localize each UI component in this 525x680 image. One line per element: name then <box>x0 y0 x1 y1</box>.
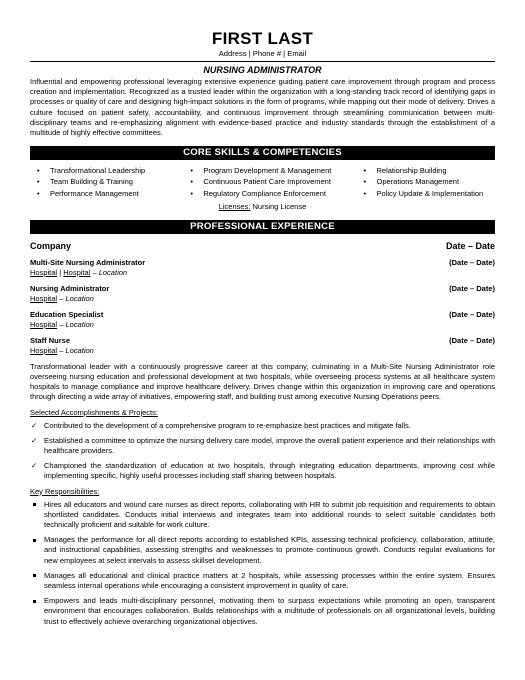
accomplishments-heading: Selected Accomplishments & Projects: <box>30 407 158 417</box>
job-dates: (Date – Date) <box>449 335 495 345</box>
skills-grid <box>30 165 495 199</box>
professional-experience-heading: PROFESSIONAL EXPERIENCE <box>30 220 495 234</box>
job-title-row <box>30 284 495 294</box>
skills-column-1 <box>30 165 183 199</box>
skill-item: • Team Building & Training <box>30 176 183 187</box>
job-organization <box>30 320 495 330</box>
licenses-line <box>30 202 495 212</box>
responsibility-item <box>30 535 495 566</box>
job-entry <box>30 258 495 278</box>
org-location: Location <box>65 345 94 355</box>
checkmark-icon: ✓ <box>31 461 38 471</box>
job-title: Nursing Administrator <box>30 283 110 293</box>
accomplishments-list <box>30 421 495 482</box>
square-bullet-icon <box>33 539 36 542</box>
square-bullet-icon <box>33 600 36 603</box>
job-entry <box>30 310 495 330</box>
org-name: Hospital <box>30 345 58 355</box>
accomplishment-text: Established a committee to optimize the nursing delivery care model, improve the overall patient experience and their relationships with healthcare providers. <box>44 435 495 456</box>
org-dash: – <box>92 267 97 277</box>
org-separator: | <box>59 267 62 277</box>
accomplishment-item <box>30 461 495 481</box>
responsibilities-heading: Key Responsibilities: <box>30 486 100 496</box>
skill-item: • Operations Management <box>356 176 495 187</box>
job-title: Multi-Site Nursing Administrator <box>30 257 146 267</box>
responsibility-item <box>30 571 495 591</box>
job-organization <box>30 268 495 278</box>
job-dates: (Date – Date) <box>449 283 495 293</box>
org-location: Location <box>65 319 94 329</box>
responsibility-text: Empowers and leads multi-disciplinary personnel, motivating them to surpass expectations while promoting an open, transparent environment that encourages collaboration. Builds relationships with a multitude of professionals on all organizational levels, building trust to effectively achieve overarching organizational objectives. <box>44 596 495 626</box>
job-organization <box>30 346 495 356</box>
job-entry <box>30 336 495 356</box>
job-title-row <box>30 336 495 346</box>
company-dates: Date – Date <box>445 240 495 251</box>
org-name: Hospital <box>30 293 58 303</box>
accomplishment-item <box>30 436 495 456</box>
responsibility-item <box>30 596 495 627</box>
square-bullet-icon <box>33 574 36 577</box>
header-divider <box>30 61 495 62</box>
responsibility-item <box>30 500 495 531</box>
skill-item: • Continuous Patient Care Improvement <box>183 176 356 187</box>
job-title: Staff Nurse <box>30 335 71 345</box>
org-location: Location <box>98 267 128 277</box>
responsibility-text: Manages all educational and clinical practice matters at 2 hospitals, while assessing processes within the entire system. Ensures seamless internal operations while encouraging a consistent improvement in quality of care. <box>44 570 495 591</box>
accomplishment-text: Contributed to the development of a comprehensive program to re-emphasize best practices and mitigate falls. <box>44 420 411 430</box>
headline-title: NURSING ADMINISTRATOR <box>203 65 322 75</box>
licenses-value: Nursing License <box>252 201 307 211</box>
org-dash: – <box>59 293 64 303</box>
job-title: Education Specialist <box>30 309 104 319</box>
org-dash: – <box>59 319 64 329</box>
skill-item: • Policy Update & Implementation <box>356 188 495 199</box>
core-skills-heading: CORE SKILLS & COMPETENCIES <box>30 146 495 160</box>
skill-item: • Relationship Building <box>356 165 495 176</box>
company-header-row <box>30 240 495 252</box>
candidate-name: FIRST LAST <box>211 29 314 48</box>
job-title-row <box>30 310 495 320</box>
job-organization <box>30 294 495 304</box>
org-name: Hospital <box>30 267 58 277</box>
skills-column-3 <box>356 165 495 199</box>
checkmark-icon: ✓ <box>31 420 38 430</box>
job-entry <box>30 284 495 304</box>
responsibility-text: Hires all educators and wound care nurses as direct reports, collaborating with HR to submit job requisition and requirements to obtain shortlisted candidates. Conducts initial interviews and integrates team into additional rounds to select suitable candidates both technically proficient and suitable for work culture. <box>44 499 495 530</box>
licenses-label: Licenses: <box>218 201 251 211</box>
square-bullet-icon <box>33 503 36 506</box>
job-title-row <box>30 258 495 268</box>
accomplishment-text: Championed the standardization of education at two hospitals, through integrating education departments, improving cost while implementing specific, highly useful processes including staff sharing between hospitals. <box>44 461 495 481</box>
org-name: Hospital <box>30 319 58 329</box>
company-name: Company <box>30 240 72 251</box>
job-dates: (Date – Date) <box>449 309 495 319</box>
responsibility-text: Manages the performance for all direct reports according to established KPIs, assessing technical proficiency, collaboration, attitude, and instructional capabilities, assessing strengths and weaknesses to promote continuous growth. Conducts regular evaluations for new employees at select intervals to assess skillset development. <box>44 535 495 565</box>
skill-item: • Regulatory Compliance Enforcement <box>183 188 356 199</box>
org-name: Hospital <box>63 267 91 277</box>
skill-item: • Performance Management <box>30 188 183 199</box>
job-dates: (Date – Date) <box>449 257 495 267</box>
org-location: Location <box>65 293 94 303</box>
checkmark-icon: ✓ <box>31 435 38 445</box>
responsibilities-list <box>30 500 495 627</box>
skills-column-2 <box>183 165 356 199</box>
experience-overview: Transformational leader with a continuously progressive career at this company, culminating in a Multi-Site Nursing Administrator role overseeing nursing education and professional development at two hospitals, while overseeing process systems at all healthcare system hospitals to manage compliance and improve healthcare delivery. Drives change within this organization in improving care and operations through directing a wide array of initiatives, empowering staff, and building trust among executive Nursing Operations peers. <box>30 361 495 402</box>
professional-summary: Influential and empowering professional leveraging extensive experience guiding patient care improvement through program and process creation and implementation. Recognized as a trusted leader within the organization with a long-standing track record of identifying gaps in processes or quality of care and designing high-impact solutions in the form of programs, while mapping out their mode of delivery. Drives a culture focused on patient safety, accountability, and continuous improvement through streamlining communication between multi-disciplinary teams and re-emphasizing alignment with evidence-based practice and industry standards through the establishment of a multitude of highly effective committees. <box>30 77 495 138</box>
skill-item: • Program Development & Management <box>183 165 356 176</box>
contact-line: Address | Phone # | Email <box>218 49 307 58</box>
skill-item: • Transformational Leadership <box>30 165 183 176</box>
org-dash: – <box>59 345 64 355</box>
accomplishment-item <box>30 421 495 431</box>
